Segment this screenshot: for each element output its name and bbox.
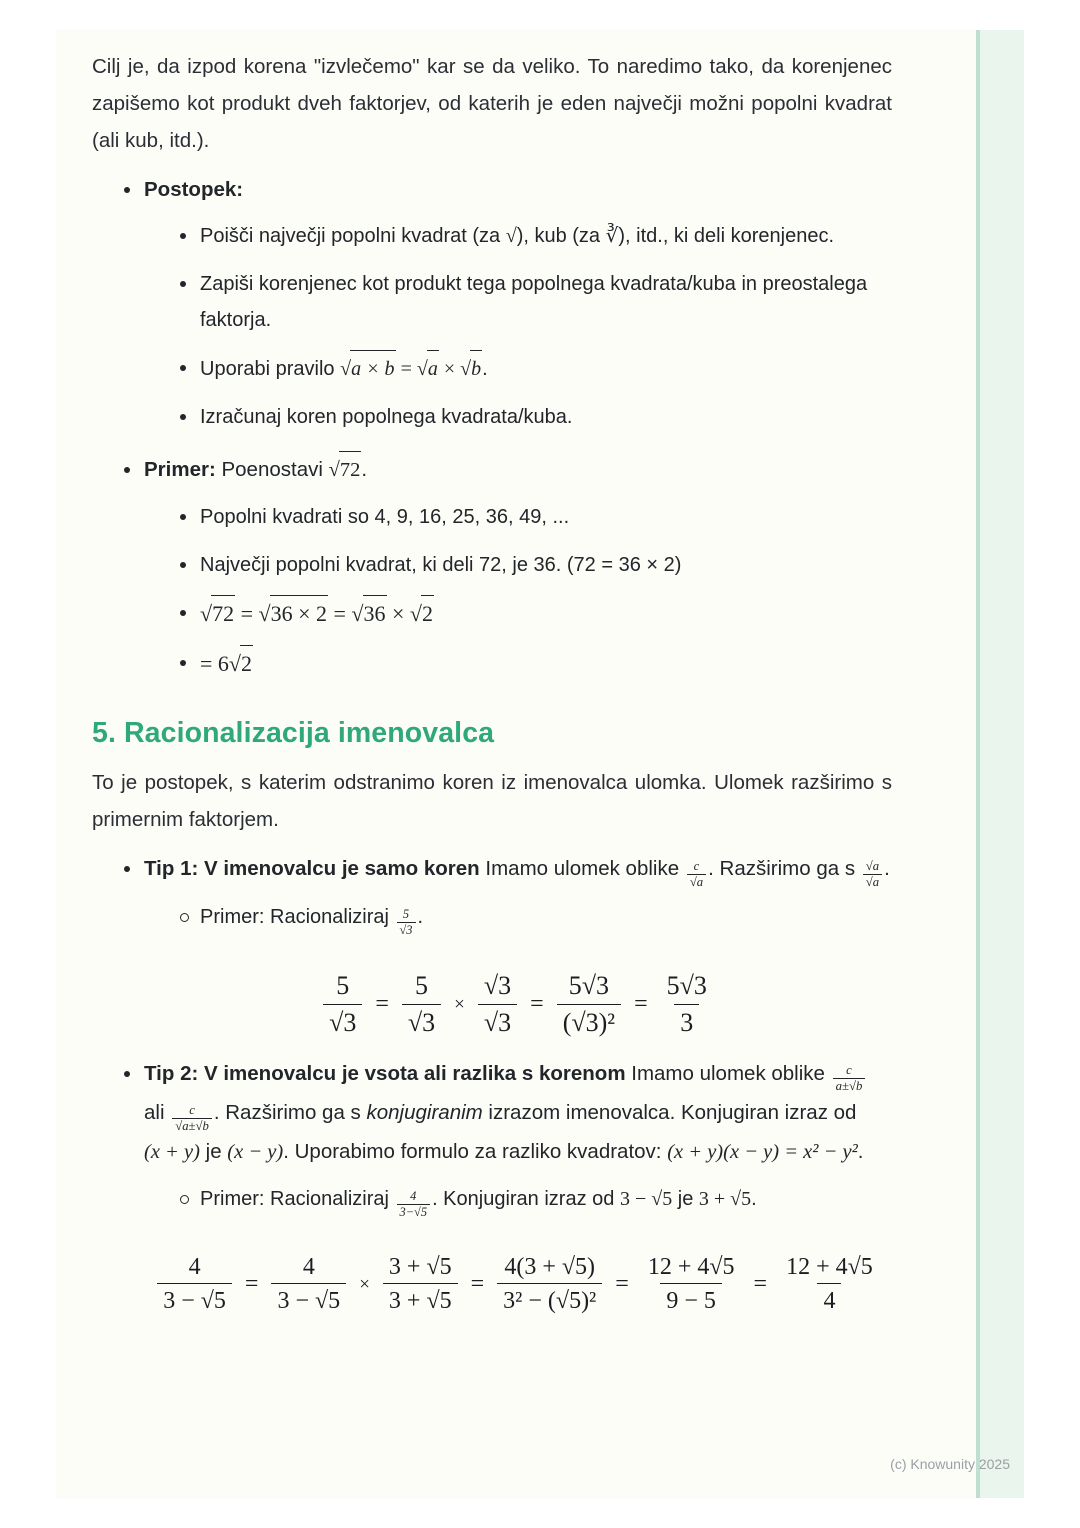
tip-2-fraction-a: $\frac{c}{a\pm√b}$ — [833, 1064, 866, 1093]
tip-1-example-list — [144, 899, 892, 937]
document-content — [92, 48, 892, 1332]
primer-72-factorization — [178, 595, 892, 633]
tip-2-example-mid: . Konjugiran izraz od — [432, 1188, 620, 1211]
tip-1-fraction-a: $\frac{c}{√a}$ — [687, 860, 706, 889]
eq2-term-5: $\frac{12 + 4√5}{9 - 5}$ — [647, 1254, 735, 1315]
eq1-term-3: $\frac{√3}{√3}$ — [478, 971, 517, 1038]
step3-text-before: Uporabi pravilo — [200, 358, 341, 380]
square-root-icon: √ — [505, 225, 517, 247]
eq2-term-3: $\frac{3 + √5}{3 + √5}$ — [383, 1253, 458, 1316]
tip-2-expr-c: (x + y)(x − y) = x² − y² — [667, 1141, 858, 1164]
tip-1-example-label: Primer: Racionaliziraj — [200, 906, 395, 929]
tip-2-text-b: ali — [144, 1100, 171, 1124]
tip-1-example-fraction: $\frac{5}{√3}$ — [397, 908, 416, 937]
primer-72-steps — [144, 499, 892, 683]
eq2-term-4: $\frac{4(3 + √5)}{\text{3² − (√5)²}}$ — [497, 1253, 602, 1316]
tip-2-text-g: . — [857, 1140, 864, 1164]
eq1-term-1: $\frac{5}{√3}$ — [323, 971, 362, 1038]
tip-2-text-c: . Razširimo ga s — [213, 1100, 367, 1124]
eq1-term-4: $\frac{5√3}{\text{(√3)²}}$ — [557, 971, 621, 1038]
primer-72-factor-math: √72 = √36 × 2 = √36 × √2 — [200, 601, 434, 626]
tip-2-text-a: Imamo ulomek oblike — [625, 1061, 831, 1085]
eq1-op-3: = — [530, 991, 544, 1018]
tip-2-example-item — [178, 1181, 892, 1219]
eq2-op-1: = — [244, 1270, 259, 1297]
tip-1-item — [122, 850, 892, 1039]
eq2-op-5: = — [753, 1270, 768, 1297]
section-5-heading: 5. Racionalizacija imenovalca — [92, 717, 495, 749]
cube-root-icon: ∛ — [605, 225, 619, 247]
tip-2-fraction-b: $\frac{c}{√a\pm√b}$ — [172, 1104, 212, 1133]
postopek-step-3 — [178, 350, 892, 387]
tip-1-fraction-b: $\frac{√a}{√a}$ — [863, 860, 882, 889]
tip-2-example-trail: . — [751, 1188, 757, 1211]
tip-1-display-equation — [144, 971, 892, 1038]
eq2-term-1: $\frac{4}{3 - √5}$ — [157, 1253, 232, 1316]
eq1-op-2: × — [454, 994, 465, 1016]
tip-2-example-list — [144, 1181, 892, 1219]
step3-text-after: . — [482, 358, 488, 380]
eq2-op-4: = — [615, 1270, 629, 1297]
tip-1-example-trail: . — [417, 906, 424, 929]
tip-2-display-equation — [144, 1253, 892, 1316]
tip-1-text-b: . Razširimo ga s — [708, 857, 861, 880]
tip-2-expr-a: (x + y) — [144, 1141, 200, 1164]
primer-72-result-math: = 6√2 — [200, 651, 253, 676]
tip-1-text-a: Imamo ulomek oblike — [479, 857, 685, 880]
eq1-op-1: = — [375, 991, 389, 1018]
primer-72-lead: Poenostavi — [215, 458, 329, 481]
primer-72-squares-text: Popolni kvadrati so 4, 9, 16, 25, 36, 49, ... — [200, 506, 570, 528]
primer-72-squares — [178, 499, 892, 535]
postopek-step-4 — [178, 399, 892, 435]
intro-paragraph: Cilj je, da izpod korena "izvlečemo" kar se da veliko. To naredimo tako, da korenjenec zapišemo kot produkt dveh faktorjev, od katerih je eden največji možni popolni kvadrat (ali kub, itd.). — [92, 55, 892, 152]
tip-1-text-c: . — [884, 857, 890, 880]
document-page — [56, 30, 1024, 1498]
copyright-watermark: (c) Knowunity 2025 — [890, 1456, 1010, 1472]
step1-text-after: ), itd., ki deli korenjenec. — [618, 225, 835, 247]
eq1-term-5: $\frac{5√3}{3}$ — [666, 971, 707, 1037]
tip-1-body — [144, 857, 890, 889]
tip-2-example-expr-b: 3 + √5 — [698, 1188, 752, 1211]
eq2-term-6: $\frac{12 + 4√5}{4}$ — [786, 1254, 873, 1315]
eq1-op-4: = — [634, 991, 648, 1018]
eq1-term-2: $\frac{5}{√3}$ — [402, 971, 441, 1038]
postopek-label: Postopek: — [144, 178, 244, 201]
primer-72-expression: √72 — [329, 459, 362, 481]
step1-text-middle: ), kub (za — [516, 225, 606, 247]
eq2-op-2: × — [359, 1273, 370, 1295]
tips-list — [92, 850, 892, 1316]
postopek-heading-item — [122, 171, 892, 435]
tip-2-example-mid2: je — [672, 1188, 699, 1211]
page-edge-accent-strip — [976, 30, 1024, 1498]
postopek-steps — [144, 218, 892, 435]
postopek-step-2 — [178, 266, 892, 338]
tip-2-item — [122, 1055, 892, 1316]
tip-2-example-label: Primer: Racionaliziraj — [200, 1188, 395, 1211]
primer-72-largest-text: Največji popolni kvadrat, ki deli 72, je 36. (72 = 36 × 2) — [200, 554, 682, 576]
tip-1-example-item — [178, 899, 892, 937]
tip-2-text-d: izrazom imenovalca. Konjugiran izraz od — [482, 1100, 857, 1124]
step3-formula: √a × b = √a × √b — [340, 358, 482, 380]
tip-2-body — [144, 1062, 867, 1164]
tip-2-expr-b: (x − y) — [227, 1141, 284, 1164]
tip-2-example-fraction: $\frac{4}{3-√5}$ — [397, 1190, 431, 1219]
primer-72-largest-square — [178, 547, 892, 583]
postopek-step-1 — [178, 218, 892, 254]
section-5-paragraph: To je postopek, s katerim odstranimo koren iz imenovalca ulomka. Ulomek razširimo s primernim faktorjem. — [92, 771, 892, 831]
tip-2-text-f: . Uporabimo formulo za razliko kvadratov: — [283, 1140, 668, 1164]
eq2-op-3: = — [470, 1270, 485, 1297]
tip-1-title: Tip 1: V imenovalcu je samo koren — [144, 857, 480, 880]
tip-2-example-expr-a: 3 − √5 — [619, 1188, 673, 1211]
tip-2-text-e: je — [199, 1140, 228, 1164]
eq2-term-2: $\frac{4}{3 - √5}$ — [271, 1253, 346, 1316]
step1-text-before: Poišči največji popolni kvadrat (za — [200, 225, 506, 247]
tip-2-title: Tip 2: V imenovalcu je vsota ali razlika s korenom — [144, 1061, 626, 1085]
primer-72-item — [122, 451, 892, 683]
step2-text: Zapiši korenjenec kot produkt tega popolnega kvadrata/kuba in preostalega faktorja. — [200, 273, 868, 331]
tip-2-emphasis: konjugiranim — [366, 1100, 483, 1124]
step4-text: Izračunaj koren popolnega kvadrata/kuba. — [200, 406, 573, 428]
primer-72-label: Primer: — [144, 458, 216, 481]
primer-72-result — [178, 645, 892, 683]
primer-72-trail: . — [361, 458, 368, 481]
postopek-list — [92, 171, 892, 683]
